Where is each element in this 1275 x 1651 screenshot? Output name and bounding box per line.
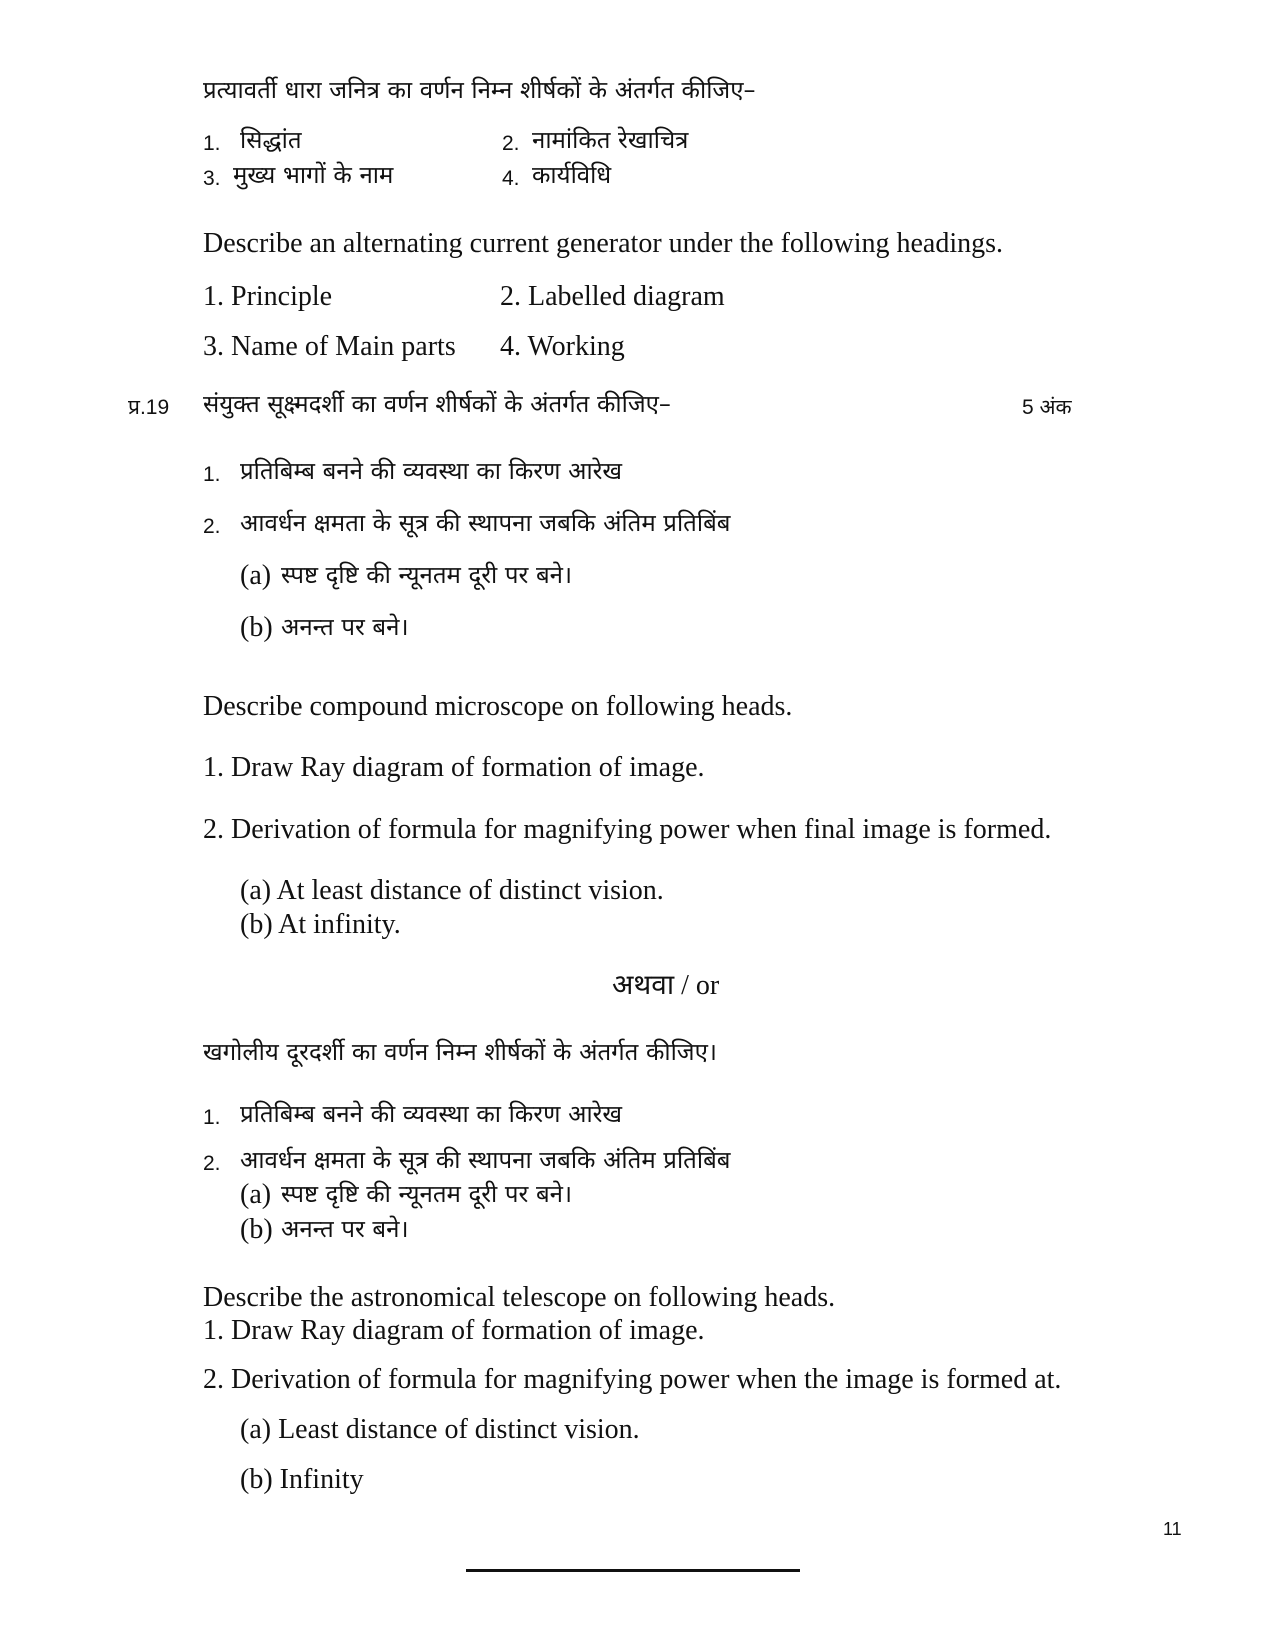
q19-hindi-item-2-num: 2. — [203, 515, 221, 538]
q18-hindi-item-3: मुख्य भागों के नाम — [233, 161, 394, 189]
alt-hindi-sub-b: अनन्त पर बने। — [281, 1215, 409, 1243]
footer-rule — [466, 1569, 800, 1572]
q19-hindi-item-2: आवर्धन क्षमता के सूत्र की स्थापना जबकि अंतिम प्रतिबिंब — [240, 509, 731, 537]
alt-hindi-item-2-num: 2. — [203, 1152, 221, 1175]
q19-hindi-sub-b-label: (b) — [240, 612, 273, 643]
q19-hindi-intro: संयुक्त सूक्ष्मदर्शी का वर्णन शीर्षकों के अंतर्गत कीजिए– — [203, 390, 671, 418]
alt-hindi-sub-b-label: (b) — [240, 1214, 273, 1245]
alt-hindi-intro: खगोलीय दूरदर्शी का वर्णन निम्न शीर्षकों के अंतर्गत कीजिए। — [203, 1038, 717, 1066]
q19-english-sub-b: (b) At infinity. — [240, 909, 401, 940]
q19-english-sub-a: (a) At least distance of distinct vision. — [240, 875, 664, 906]
q19-hindi-item-1-num: 1. — [203, 463, 221, 486]
or-separator: अथवा / or — [612, 970, 720, 1001]
q19-hindi-sub-a: स्पष्ट दृष्टि की न्यूनतम दूरी पर बने। — [281, 561, 573, 589]
alt-english-sub-b: (b) Infinity — [240, 1464, 364, 1495]
question-number: प्र.19 — [128, 396, 170, 419]
alt-english-item-2: 2. Derivation of formula for magnifying power when the image is formed at. — [203, 1364, 1062, 1395]
q19-hindi-sub-a-label: (a) — [240, 560, 272, 591]
q18-hindi-item-4: कार्यविधि — [532, 161, 612, 189]
q18-hindi-item-2: नामांकित रेखाचित्र — [532, 126, 689, 154]
alt-english-intro: Describe the astronomical telescope on following heads. — [203, 1282, 836, 1313]
alt-hindi-sub-a-label: (a) — [240, 1179, 272, 1210]
page-number: 11 — [1163, 1519, 1182, 1539]
q18-hindi-item-4-num: 4. — [502, 167, 520, 190]
q18-hindi-item-2-num: 2. — [502, 132, 520, 155]
alt-english-sub-a: (a) Least distance of distinct vision. — [240, 1414, 640, 1445]
q19-hindi-item-1: प्रतिबिम्ब बनने की व्यवस्था का किरण आरेख — [240, 457, 623, 485]
q19-english-item-1: 1. Draw Ray diagram of formation of image. — [203, 752, 705, 783]
q18-hindi-item-1-num: 1. — [203, 132, 221, 155]
alt-hindi-item-1: प्रतिबिम्ब बनने की व्यवस्था का किरण आरेख — [240, 1100, 623, 1128]
q18-hindi-intro: प्रत्यावर्ती धारा जनित्र का वर्णन निम्न शीर्षकों के अंतर्गत कीजिए– — [203, 76, 756, 104]
q19-english-intro: Describe compound microscope on following heads. — [203, 691, 793, 722]
q19-hindi-sub-b: अनन्त पर बने। — [281, 613, 409, 641]
alt-hindi-item-1-num: 1. — [203, 1106, 221, 1129]
alt-english-item-1: 1. Draw Ray diagram of formation of image. — [203, 1315, 705, 1346]
q18-english-item-2: 2. Labelled diagram — [500, 281, 725, 312]
q19-english-item-2: 2. Derivation of formula for magnifying power when final image is formed. — [203, 814, 1052, 845]
alt-hindi-sub-a: स्पष्ट दृष्टि की न्यूनतम दूरी पर बने। — [281, 1180, 573, 1208]
q18-english-intro: Describe an alternating current generator under the following headings. — [203, 228, 1004, 259]
q18-hindi-item-1: सिद्धांत — [240, 126, 302, 154]
alt-hindi-item-2: आवर्धन क्षमता के सूत्र की स्थापना जबकि अंतिम प्रतिबिंब — [240, 1146, 731, 1174]
q18-english-item-4: 4. Working — [500, 331, 625, 362]
q18-english-item-1: 1. Principle — [203, 281, 333, 312]
q18-hindi-item-3-num: 3. — [203, 167, 221, 190]
q18-english-item-3: 3. Name of Main parts — [203, 331, 456, 362]
marks: 5 अंक — [1022, 396, 1072, 419]
